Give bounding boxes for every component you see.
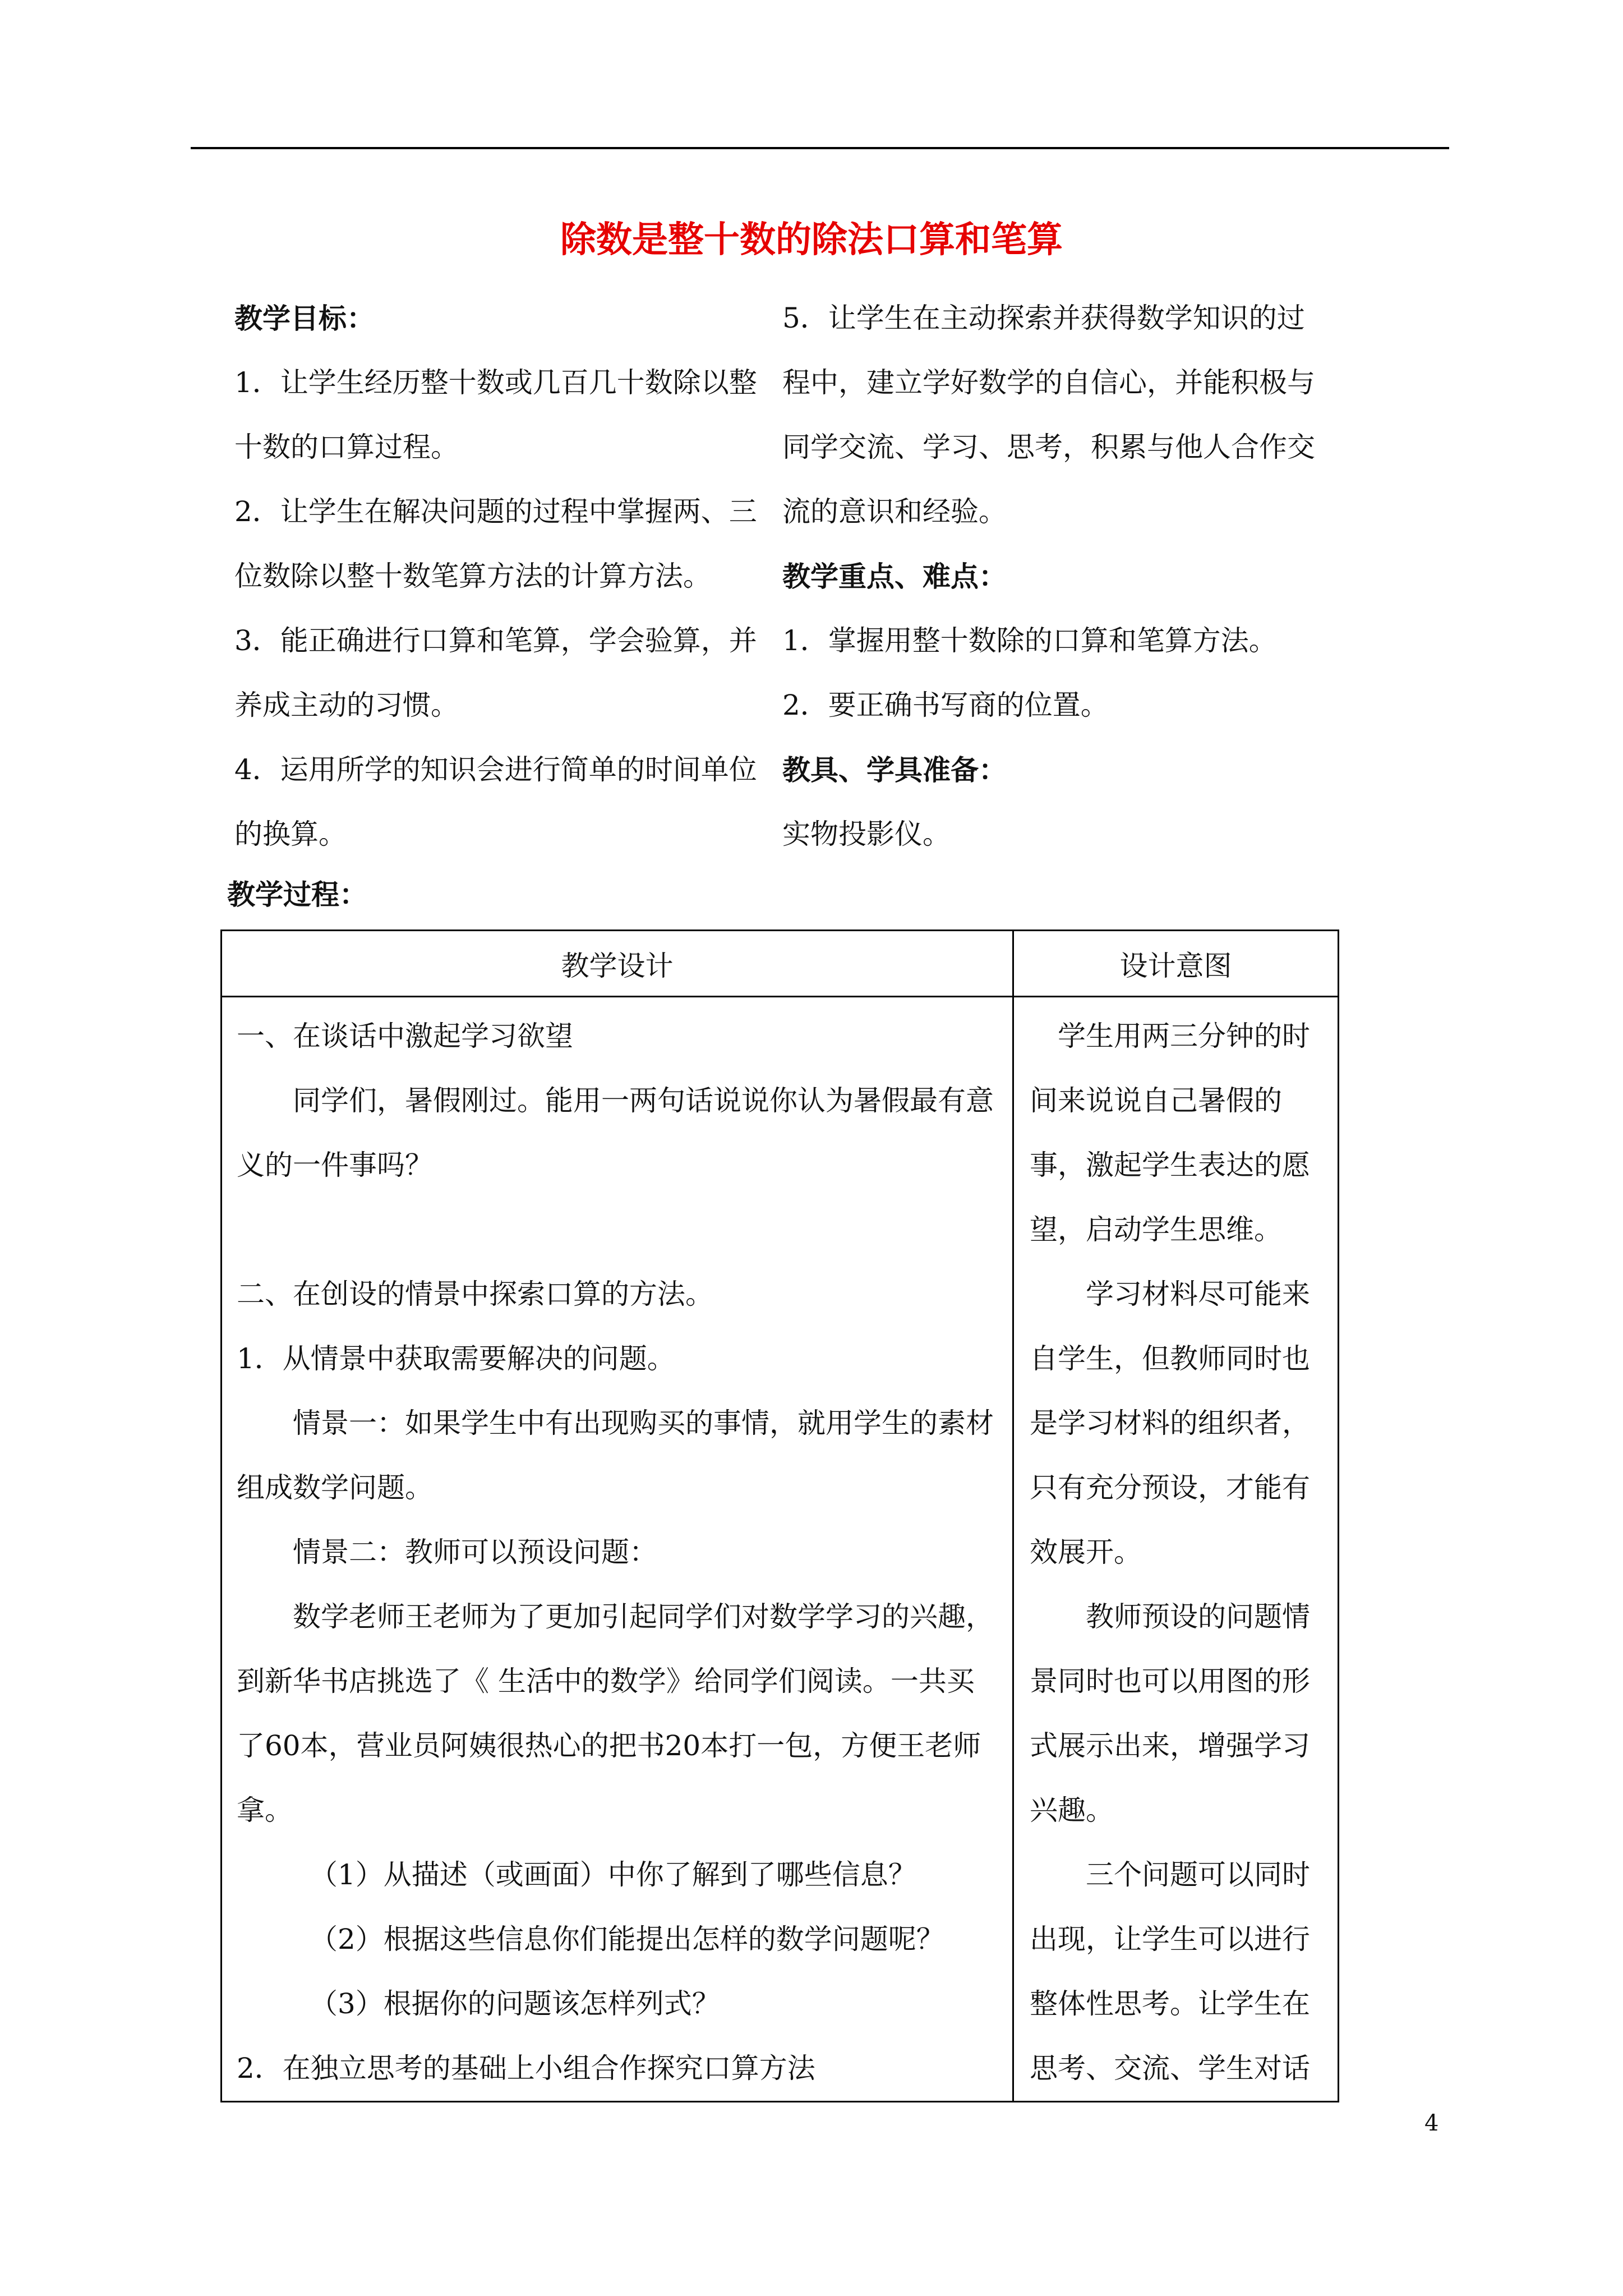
tools-heading: 教具、学具准备： — [782, 753, 1007, 786]
goal-item-1: 1．让学生经历整十数或几百几十数除以整十数的口算过程。 — [234, 366, 757, 463]
design-cell — [222, 997, 1013, 2102]
scene-1: 情景一：如果学生中有出现购买的事情，就用学生的素材组成数学问题。 — [237, 1407, 994, 1504]
step-2: 2．在独立思考的基础上小组合作探究口算方法 — [237, 2052, 815, 2085]
left-column — [234, 286, 762, 867]
header-design: 教学设计 — [222, 931, 1013, 997]
key-points-heading: 教学重点、难点： — [782, 560, 1007, 593]
key-point-1: 1．掌握用整十数除的口算和笔算方法。 — [782, 624, 1277, 657]
intent-2: 学习材料尽可能来自学生，但教师同时也是学习材料的组织者，只有充分预设，才能有效展开。 — [1030, 1278, 1310, 1568]
header-intent: 设计意图 — [1013, 931, 1339, 997]
page-number: 4 — [1424, 2110, 1439, 2136]
question-3: （3）根据你的问题该怎样列式？ — [310, 1987, 720, 2020]
process-heading: 教学过程： — [227, 878, 367, 911]
goal-item-5: 5．让学生在主动探索并获得数学知识的过程中，建立学好数学的自信心，并能积极与同学交流、学习、思考，积累与他人合作交流的意识和经验。 — [782, 302, 1315, 528]
table-row — [222, 997, 1339, 2102]
scene-2: 情景二：教师可以预设问题： — [293, 1536, 657, 1568]
intent-1: 学生用两三分钟的时间来说说自己暑假的事，激起学生表达的愿望，启动学生思维。 — [1030, 1020, 1310, 1246]
intent-cell — [1013, 997, 1339, 2102]
goal-item-4: 4．运用所学的知识会进行简单的时间单位的换算。 — [234, 753, 757, 850]
spacer — [237, 1198, 1001, 1262]
goals-heading: 教学目标： — [234, 302, 375, 335]
intent-4: 三个问题可以同时出现，让学生可以进行整体性思考。让学生在思考、交流、学生对话 — [1030, 1858, 1310, 2085]
intent-3: 教师预设的问题情景同时也可以用图的形式展示出来，增强学习兴趣。 — [1030, 1600, 1310, 1826]
step-1: 1．从情景中获取需要解决的问题。 — [237, 1342, 675, 1375]
header-rule — [191, 147, 1449, 149]
document-title: 除数是整十数的除法口算和笔算 — [560, 219, 1063, 261]
section-2-title: 二、在创设的情景中探索口算的方法。 — [237, 1278, 713, 1310]
section-1-text: 同学们，暑假刚过。能用一两句话说说你认为暑假最有意义的一件事吗？ — [237, 1084, 994, 1181]
key-point-2: 2．要正确书写商的位置。 — [782, 689, 1109, 721]
story-text: 数学老师王老师为了更加引起同学们对数学学习的兴趣，到新华书店挑选了《 生活中的数学》给同学们阅读。一共买了60本，营业员阿姨很热心的把书20本打一包，方便王老师拿。 — [237, 1600, 994, 1826]
right-column — [782, 286, 1326, 867]
goal-item-3: 3．能正确进行口算和笔算，学会验算，并养成主动的习惯。 — [234, 624, 757, 721]
table-header-row — [222, 931, 1339, 997]
question-1: （1）从描述（或画面）中你了解到了哪些信息？ — [310, 1858, 916, 1891]
goal-item-2: 2．让学生在解决问题的过程中掌握两、三位数除以整十数笔算方法的计算方法。 — [234, 495, 757, 592]
lesson-table — [220, 930, 1339, 2102]
question-2: （2）根据这些信息你们能提出怎样的数学问题呢？ — [310, 1923, 944, 1955]
section-1-title: 一、在谈话中激起学习欲望 — [237, 1020, 573, 1052]
tools-text: 实物投影仪。 — [782, 818, 951, 850]
